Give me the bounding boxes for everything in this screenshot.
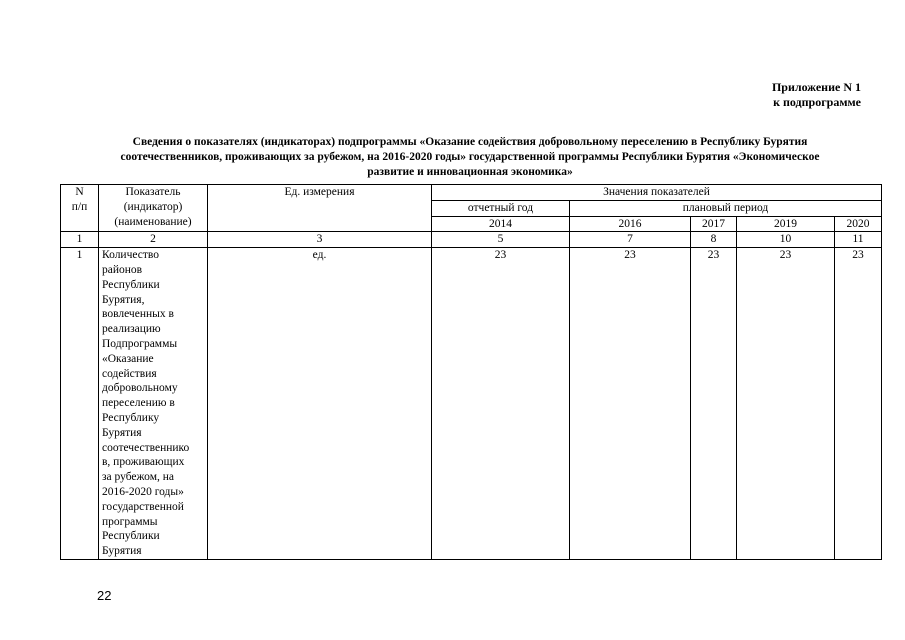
name-line: Подпрограммы [102, 337, 178, 350]
name-line: 2016-2020 годы» [102, 485, 184, 498]
column-number: 8 [691, 232, 737, 248]
header-planned-period: плановый период [570, 200, 882, 216]
header-year: 2019 [737, 216, 835, 232]
header-num [61, 185, 99, 232]
name-line: Бурятия, [102, 293, 145, 306]
name-line: соотечественнико [102, 441, 190, 454]
column-number: 7 [570, 232, 691, 248]
indicators-table [60, 184, 882, 560]
row-unit: ед. [208, 248, 432, 560]
name-line: Республики [102, 530, 160, 543]
row-value: 23 [432, 248, 570, 560]
row-value: 23 [570, 248, 691, 560]
header-year: 2016 [570, 216, 691, 232]
name-line: вовлеченных в [102, 308, 174, 321]
name-line: «Оказание [102, 352, 154, 365]
column-number: 2 [99, 232, 208, 248]
row-value: 23 [737, 248, 835, 560]
table-row [61, 248, 882, 560]
row-indicator-name [99, 248, 208, 560]
header-row-1 [61, 185, 882, 201]
name-line: переселению в [102, 397, 175, 410]
name-line: Республики [102, 278, 160, 291]
header-unit: Ед. измерения [208, 185, 432, 232]
page-number: 22 [97, 588, 112, 603]
column-number: 1 [61, 232, 99, 248]
name-line: Республику [102, 411, 160, 424]
row-num: 1 [61, 248, 99, 560]
row-value: 23 [691, 248, 737, 560]
name-line: Количество [102, 249, 159, 262]
name-line: Бурятия [102, 545, 142, 558]
column-number: 5 [432, 232, 570, 248]
name-line: содействия [102, 367, 157, 380]
header-num-line-2: п/п [71, 200, 88, 213]
header-year: 2017 [691, 216, 737, 232]
header-indicator [99, 185, 208, 232]
row-value: 23 [835, 248, 882, 560]
title-line-3: развитие и инновационная экономика» [367, 166, 573, 178]
header-num-line-1: N [75, 186, 84, 198]
header-year: 2014 [432, 216, 570, 232]
header-reporting-year: отчетный год [432, 200, 570, 216]
header-indicator-line-3: (наименование) [114, 215, 192, 228]
header-indicator-line-2: (индикатор) [123, 200, 183, 213]
header-indicator-line-1: Показатель [125, 186, 181, 198]
name-line: районов [102, 263, 143, 276]
column-number: 10 [737, 232, 835, 248]
title-line-2: соотечественников, проживающих за рубежом, на 2016-2020 годы» государственной программы Республики Бурятия «Экономическое [120, 151, 820, 163]
document-title [60, 135, 880, 180]
name-line: за рубежом, на [102, 471, 174, 484]
title-line-1: Сведения о показателях (индикаторах) подпрограммы «Оказание содействия добровольному переселению в Республику Бурятия [132, 136, 808, 148]
appendix-line-2: к подпрограмме [773, 95, 861, 109]
header-values: Значения показателей [432, 185, 882, 201]
name-line: в, проживающих [102, 456, 185, 469]
name-line: реализацию [102, 323, 161, 336]
name-line: государственной [102, 500, 184, 513]
column-numbers-row [61, 232, 882, 248]
name-line: Бурятия [102, 426, 142, 439]
name-line: программы [102, 515, 158, 528]
appendix-line-1: Приложение N 1 [771, 80, 861, 94]
appendix-label [772, 80, 861, 110]
column-number: 11 [835, 232, 882, 248]
header-year: 2020 [835, 216, 882, 232]
name-line: добровольному [102, 382, 178, 395]
column-number: 3 [208, 232, 432, 248]
